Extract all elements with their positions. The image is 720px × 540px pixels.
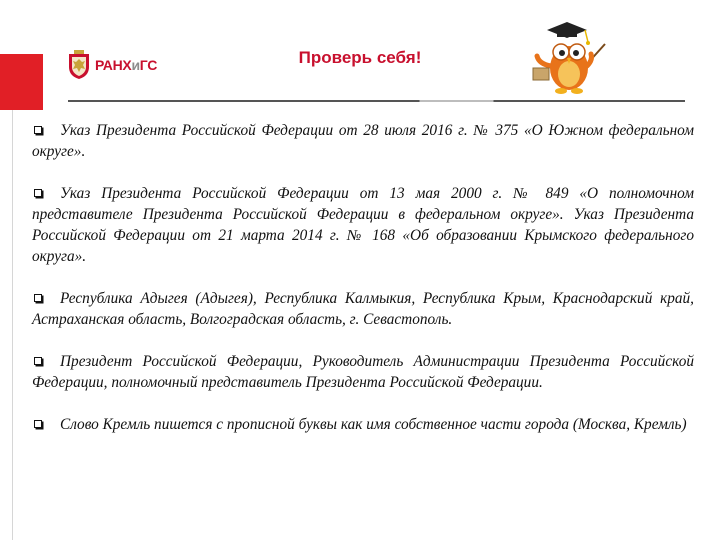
list-item bbox=[32, 351, 694, 393]
frame-line bbox=[12, 110, 13, 540]
page-title: Проверь себя! bbox=[298, 48, 422, 67]
list-item-text: Указ Президента Российской Федерации от 28 июля 2016 г. № 375 «О Южном федеральном округе». bbox=[32, 122, 694, 160]
checkbox-bullet-icon bbox=[34, 294, 42, 302]
logo-text: РАНХиГС bbox=[95, 57, 158, 73]
owl-scholar-icon bbox=[525, 18, 610, 96]
checkbox-bullet-icon bbox=[34, 126, 42, 134]
list-item-text: Указ Президента Российской Федерации от 13 мая 2000 г. № 849 «О полномочном представителе Президента Российской Федерации в федеральном округе». Указ Президента Российской Федерации от 21 марта 2014 г. № 168 «Об образовании Крымского федерального округа». bbox=[32, 185, 694, 265]
list-item bbox=[32, 120, 694, 162]
answer-list bbox=[32, 120, 694, 456]
list-item-text: Республика Адыгея (Адыгея), Республика Калмыкия, Республика Крым, Краснодарский край, Астраханская область, Волгоградская область, г. Севастополь. bbox=[32, 290, 694, 328]
list-item bbox=[32, 414, 694, 435]
list-item-text: Президент Российской Федерации, Руководитель Администрации Президента Российской Федерации, полномочный представитель Президента Российской Федерации. bbox=[32, 353, 694, 391]
checkbox-bullet-icon bbox=[34, 420, 42, 428]
list-item-text: Слово Кремль пишется с прописной буквы как имя собственное части города (Москва, Кремль) bbox=[60, 416, 687, 433]
checkbox-bullet-icon bbox=[34, 189, 42, 197]
checkbox-bullet-icon bbox=[34, 357, 42, 365]
list-item bbox=[32, 288, 694, 330]
header-divider bbox=[68, 100, 685, 102]
list-item bbox=[32, 183, 694, 267]
